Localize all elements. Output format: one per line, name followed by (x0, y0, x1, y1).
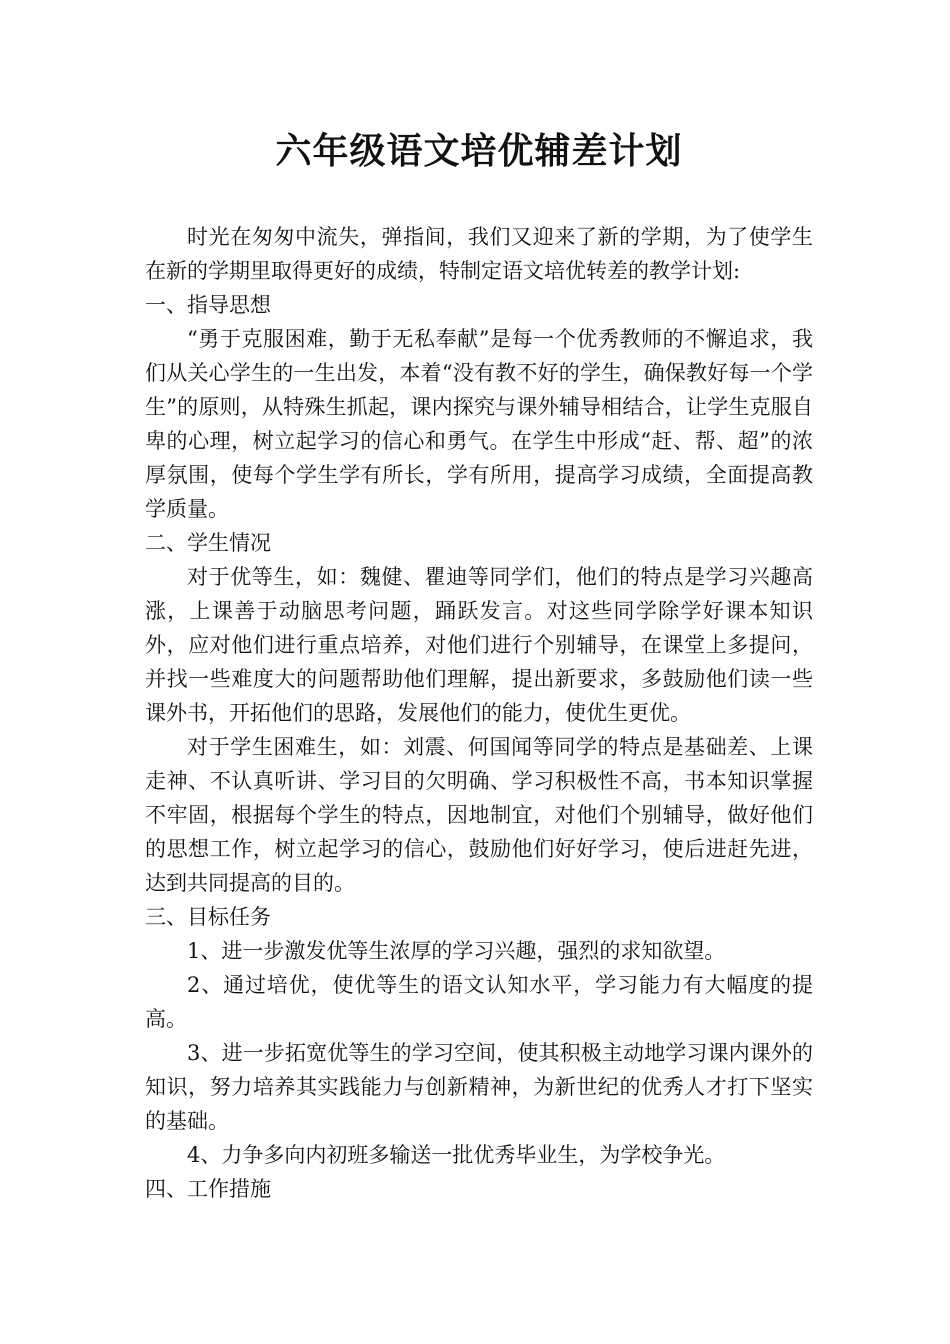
section-heading-student-situation: 二、学生情况 (145, 531, 271, 555)
goal-item-3: 3、进一步拓宽优等生的学习空间，使其积极主动地学习课内课外的知识，努力培养其实践能力与创新精神，为新世纪的优秀人才打下坚实的基础。 (145, 1041, 813, 1133)
goal-item-1: 1、进一步激发优等生浓厚的学习兴趣，强烈的求知欲望。 (187, 939, 726, 963)
guiding-thought-paragraph: “勇于克服困难，勤于无私奉献”是每一个优秀教师的不懈追求，我们从关心学生的一生出发，本着“没有教不好的学生，确保教好每一个学生”的原则，从特殊生抓起，课内探究与课外辅导相结合，让学生克服自卑的心理，树立起学习的信心和勇气。在学生中形成“赶、帮、超”的浓厚氛围，使每个学生学有所长，学有所用，提高学习成绩，全面提高教学质量。 (145, 327, 813, 521)
section-heading-guiding-thought: 一、指导思想 (145, 293, 271, 317)
document-title: 六年级语文培优辅差计划 (275, 131, 683, 172)
top-students-paragraph: 对于优等生，如：魏健、瞿迪等同学们，他们的特点是学习兴趣高涨，上课善于动脑思考问题，踊跃发言。对这些同学除学好课本知识外，应对他们进行重点培养，对他们进行个别辅导，在课堂上多提问，并找一些难度大的问题帮助他们理解，提出新要求，多鼓励他们读一些课外书，开拓他们的思路，发展他们的能力，使优生更优。 (145, 565, 813, 725)
struggling-students-paragraph: 对于学生困难生，如：刘震、何国闻等同学的特点是基础差、上课走神、不认真听讲、学习目的欠明确、学习积极性不高，书本知识掌握不牢固，根据每个学生的特点，因地制宜，对他们个别辅导，做好他们的思想工作，树立起学习的信心，鼓励他们好好学习，使后进赶先进，达到共同提高的目的。 (145, 735, 813, 895)
section-heading-goals: 三、目标任务 (145, 905, 271, 929)
document-body (145, 220, 813, 1206)
goal-item-2: 2、通过培优，使优等生的语文认知水平，学习能力有大幅度的提高。 (145, 973, 813, 1031)
intro-paragraph: 时光在匆匆中流失，弹指间，我们又迎来了新的学期，为了使学生在新的学期里取得更好的成绩，特制定语文培优转差的教学计划: (145, 225, 813, 283)
goal-item-4: 4、力争多向内初班多输送一批优秀毕业生，为学校争光。 (187, 1143, 726, 1167)
section-heading-measures: 四、工作措施 (145, 1177, 271, 1201)
